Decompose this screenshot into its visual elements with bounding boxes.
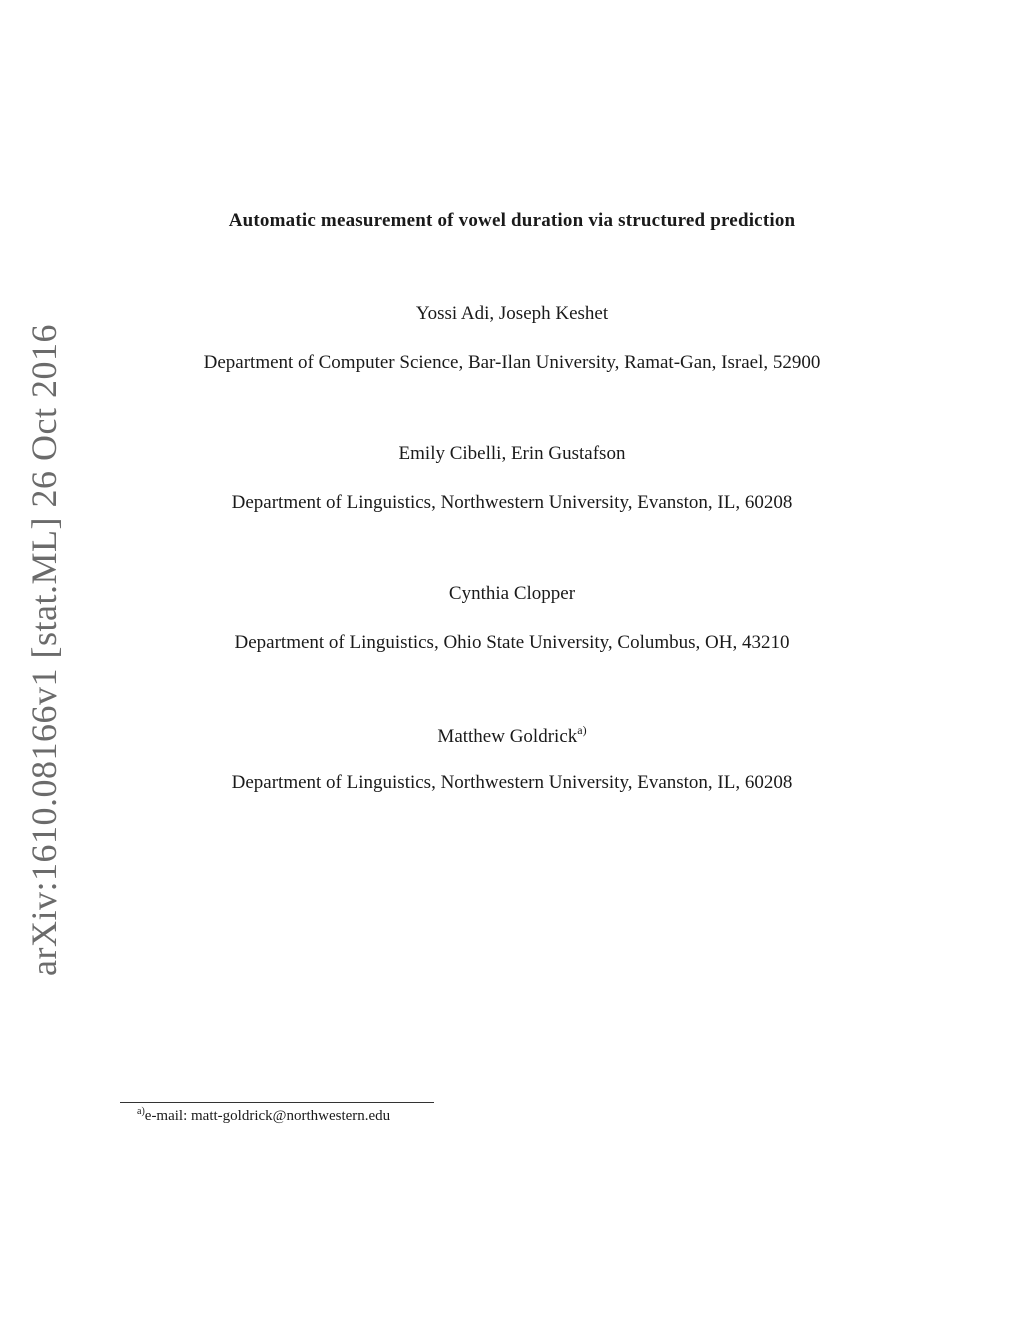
paper-title: Automatic measurement of vowel duration via structured prediction <box>228 210 796 231</box>
footnote <box>137 1106 390 1125</box>
footnote-mark: a) <box>137 1106 145 1117</box>
author-affiliation-2: Department of Linguistics, Northwestern University, Evanston, IL, 60208 <box>231 492 793 513</box>
author-affiliation-3: Department of Linguistics, Ohio State University, Columbus, OH, 43210 <box>234 632 790 653</box>
author-names-3: Cynthia Clopper <box>448 583 576 604</box>
author-names-4 <box>0 723 1024 748</box>
author-names-2: Emily Cibelli, Erin Gustafson <box>398 443 626 464</box>
footnote-email: e-mail: matt-goldrick@northwestern.edu <box>144 1108 391 1124</box>
author-names-1: Yossi Adi, Joseph Keshet <box>415 303 609 324</box>
footnote-divider <box>120 1102 434 1103</box>
author-affiliation-1: Department of Computer Science, Bar-Ilan University, Ramat-Gan, Israel, 52900 <box>203 352 821 373</box>
author-footnote-mark: a) <box>577 723 587 737</box>
author-affiliation-4: Department of Linguistics, Northwestern University, Evanston, IL, 60208 <box>231 772 793 793</box>
author-name-goldrick: Matthew Goldrick <box>437 726 578 747</box>
arxiv-identifier-stamp: arXiv:1610.08166v1 [stat.ML] 26 Oct 2016 <box>24 324 64 976</box>
